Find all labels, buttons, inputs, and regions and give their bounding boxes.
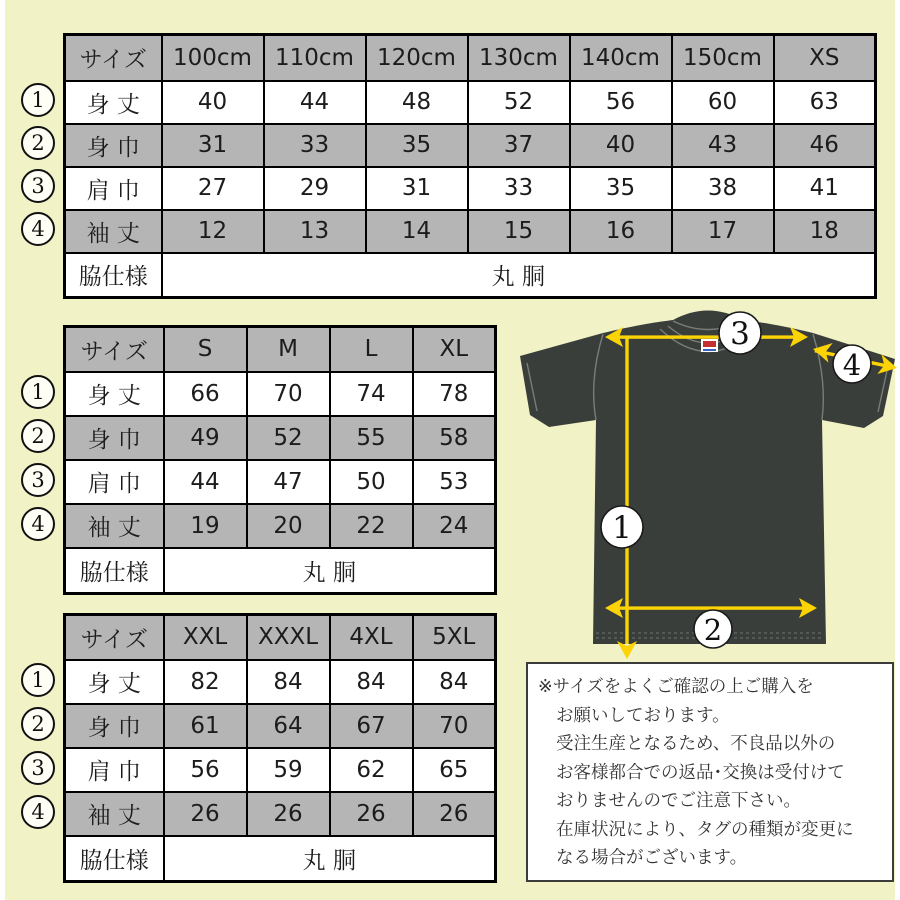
cell: 50 xyxy=(330,460,413,504)
row-label: 身 巾 xyxy=(65,124,162,167)
cell: 13 xyxy=(264,210,366,253)
col-header: サイズ xyxy=(65,615,164,660)
note-line: お願いしております。 xyxy=(556,705,730,726)
cell: 29 xyxy=(264,167,366,210)
cell: 31 xyxy=(366,167,468,210)
note-line: お客様都合での返品･交換は受付けて xyxy=(556,762,845,783)
marker-1: 1 xyxy=(612,510,632,546)
cell: 49 xyxy=(164,416,247,460)
cell: 67 xyxy=(330,704,413,748)
row-label: 身 丈 xyxy=(65,660,164,704)
cell: 26 xyxy=(330,792,413,836)
cell: 65 xyxy=(413,748,496,792)
cell: 48 xyxy=(366,81,468,124)
row-label: 肩 巾 xyxy=(65,748,164,792)
cell: 26 xyxy=(247,792,330,836)
table-header-row xyxy=(65,615,496,660)
table-footer-row xyxy=(65,836,496,882)
table-header-row xyxy=(65,327,496,372)
col-header: XXL xyxy=(164,615,247,660)
cell: 33 xyxy=(468,167,570,210)
table-row xyxy=(65,210,876,253)
cell: 66 xyxy=(164,372,247,416)
row-label: 袖 丈 xyxy=(65,504,164,548)
cell: 19 xyxy=(164,504,247,548)
cell: 44 xyxy=(164,460,247,504)
cell: 59 xyxy=(247,748,330,792)
cell: 41 xyxy=(774,167,876,210)
purchase-note-box xyxy=(526,662,894,882)
row-number-badge: 4 xyxy=(21,795,55,829)
table-row xyxy=(65,372,496,416)
note-line: 在庫状況により、タグの種類が変更に xyxy=(556,819,854,840)
table-row xyxy=(65,660,496,704)
cell: 43 xyxy=(672,124,774,167)
tshirt-measurement-diagram xyxy=(510,308,900,660)
col-header: サイズ xyxy=(65,327,164,372)
cell: 14 xyxy=(366,210,468,253)
cell: 15 xyxy=(468,210,570,253)
cell: 62 xyxy=(330,748,413,792)
cell: 55 xyxy=(330,416,413,460)
cell: 63 xyxy=(774,81,876,124)
table-row xyxy=(65,792,496,836)
col-header: 4XL xyxy=(330,615,413,660)
cell: 84 xyxy=(413,660,496,704)
col-header: 110cm xyxy=(264,35,366,81)
row-number-badge: 4 xyxy=(21,212,55,246)
row-number-badge: 3 xyxy=(21,169,55,203)
row-label: 袖 丈 xyxy=(65,792,164,836)
row-label: 肩 巾 xyxy=(65,167,162,210)
cell: 26 xyxy=(164,792,247,836)
note-line: ※サイズをよくご確認の上ご購入を xyxy=(538,677,814,697)
cell: 78 xyxy=(413,372,496,416)
cell: 70 xyxy=(413,704,496,748)
row-label: 身 丈 xyxy=(65,372,164,416)
table-row xyxy=(65,504,496,548)
table-row xyxy=(65,124,876,167)
table-row xyxy=(65,748,496,792)
cell: 35 xyxy=(570,167,672,210)
col-header: XXXL xyxy=(247,615,330,660)
row-label: 肩 巾 xyxy=(65,460,164,504)
marker-2: 2 xyxy=(703,613,723,647)
row-number-badge: 2 xyxy=(21,126,55,160)
cell: 22 xyxy=(330,504,413,548)
cell: 52 xyxy=(468,81,570,124)
row-label: 脇仕様 xyxy=(65,548,164,594)
col-header: 100cm xyxy=(162,35,264,81)
row-number-badge: 1 xyxy=(21,83,55,117)
row-number-badge: 1 xyxy=(21,663,55,697)
cell: 18 xyxy=(774,210,876,253)
row-number-badge: 2 xyxy=(21,707,55,741)
table-row xyxy=(65,460,496,504)
cell: 31 xyxy=(162,124,264,167)
cell: 47 xyxy=(247,460,330,504)
cell: 74 xyxy=(330,372,413,416)
row-label: 身 巾 xyxy=(65,704,164,748)
table-row xyxy=(65,167,876,210)
table-row xyxy=(65,704,496,748)
cell: 58 xyxy=(413,416,496,460)
size-table-adult xyxy=(63,325,497,595)
note-line: なる場合がございます。 xyxy=(556,848,748,868)
note-line: 受注生産となるため、不良品以外の xyxy=(556,734,836,754)
note-line: おりませんのでご注意下さい。 xyxy=(556,791,801,811)
table-row xyxy=(65,81,876,124)
marker-3: 3 xyxy=(730,316,750,352)
size-table-kids xyxy=(63,33,877,299)
cell: 丸 胴 xyxy=(164,836,496,882)
cell: 61 xyxy=(164,704,247,748)
cell: 40 xyxy=(570,124,672,167)
cell: 38 xyxy=(672,167,774,210)
row-number-badge: 3 xyxy=(21,751,55,785)
cell: 16 xyxy=(570,210,672,253)
cell: 丸 胴 xyxy=(164,548,496,594)
col-header: M xyxy=(247,327,330,372)
row-number-badge: 2 xyxy=(21,419,55,453)
cell: 56 xyxy=(570,81,672,124)
col-header: S xyxy=(164,327,247,372)
cell: 82 xyxy=(164,660,247,704)
cell: 44 xyxy=(264,81,366,124)
row-label: 脇仕様 xyxy=(65,836,164,882)
table-footer-row xyxy=(65,253,876,298)
col-header: 130cm xyxy=(468,35,570,81)
table-row xyxy=(65,416,496,460)
cell: 27 xyxy=(162,167,264,210)
cell: 20 xyxy=(247,504,330,548)
col-header: 150cm xyxy=(672,35,774,81)
row-number-badge: 1 xyxy=(21,375,55,409)
marker-4: 4 xyxy=(842,348,862,382)
cell: 17 xyxy=(672,210,774,253)
cell: 56 xyxy=(164,748,247,792)
col-header: L xyxy=(330,327,413,372)
cell: 12 xyxy=(162,210,264,253)
cell: 84 xyxy=(330,660,413,704)
cell: 52 xyxy=(247,416,330,460)
row-number-badge: 3 xyxy=(21,463,55,497)
row-label: 脇仕様 xyxy=(65,253,162,298)
cell: 37 xyxy=(468,124,570,167)
table-footer-row xyxy=(65,548,496,594)
table-header-row xyxy=(65,35,876,81)
col-header: 120cm xyxy=(366,35,468,81)
row-label: 身 丈 xyxy=(65,81,162,124)
row-number-badge: 4 xyxy=(21,507,55,541)
size-chart-image xyxy=(5,0,895,900)
col-header: XS xyxy=(774,35,876,81)
cell: 26 xyxy=(413,792,496,836)
cell: 40 xyxy=(162,81,264,124)
cell: 46 xyxy=(774,124,876,167)
cell: 53 xyxy=(413,460,496,504)
neck-label xyxy=(701,339,718,352)
col-header: XL xyxy=(413,327,496,372)
col-header: 140cm xyxy=(570,35,672,81)
cell: 84 xyxy=(247,660,330,704)
size-table-big xyxy=(63,613,497,883)
col-header: サイズ xyxy=(65,35,162,81)
cell: 35 xyxy=(366,124,468,167)
cell: 64 xyxy=(247,704,330,748)
cell: 丸 胴 xyxy=(162,253,876,298)
row-label: 袖 丈 xyxy=(65,210,162,253)
cell: 60 xyxy=(672,81,774,124)
row-label: 身 巾 xyxy=(65,416,164,460)
col-header: 5XL xyxy=(413,615,496,660)
cell: 24 xyxy=(413,504,496,548)
cell: 70 xyxy=(247,372,330,416)
cell: 33 xyxy=(264,124,366,167)
